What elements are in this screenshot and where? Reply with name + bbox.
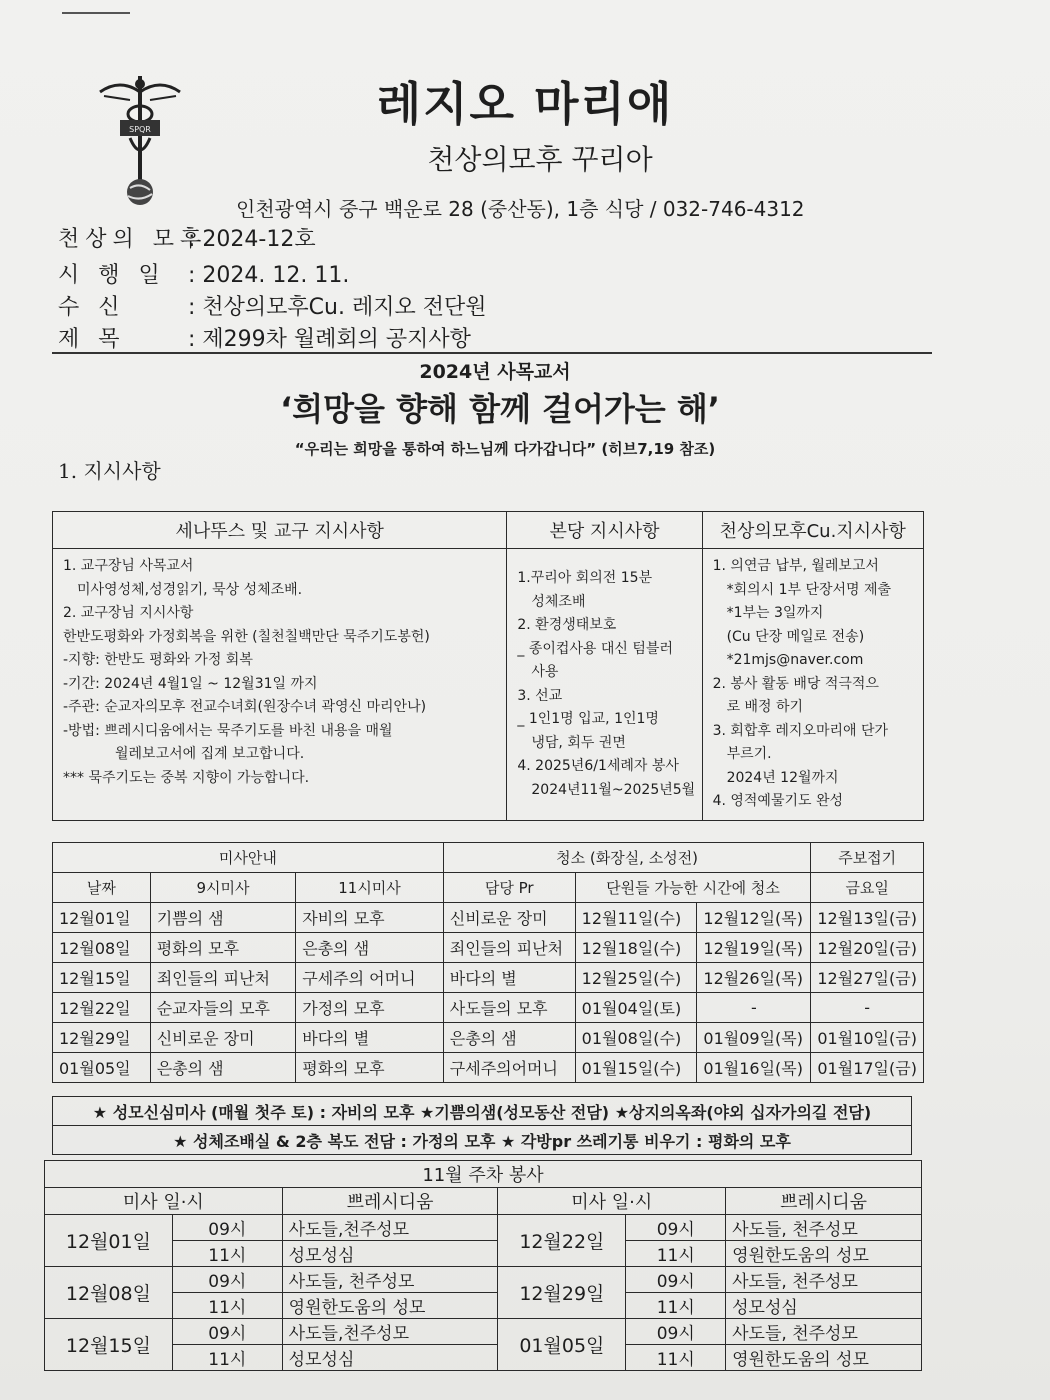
cell: 01월09일(목) <box>697 1023 811 1053</box>
cell: - <box>811 993 924 1023</box>
duty-note: ★ 성체조배실 & 2층 복도 전담 : 가정의 모후 ★ 각방pr 쓰레기통 비우기 : 평화의 모후 <box>53 1126 912 1155</box>
cell: 은총의 샘 <box>443 1023 575 1053</box>
directive-line: 한반도평화와 가정회복을 위한 (칠천칠백만단 묵주기도봉헌) <box>63 628 430 645</box>
meta-label: 수 신 <box>58 295 126 320</box>
pen-mark <box>62 12 130 14</box>
directive-line: *** 묵주기도는 중복 지향이 가능합니다. <box>63 769 310 786</box>
address: 인천광역시 중구 백운로 28 (중산동), 1층 식당 / 032-746-4312 <box>236 197 805 221</box>
cell: 12월11일(수) <box>575 903 697 933</box>
service-time: 09시 <box>626 1319 726 1345</box>
service-praesidium: 성모성심 <box>282 1345 498 1371</box>
weekly-service-table <box>44 1160 922 1371</box>
pastoral-quote: “우리는 희망을 통하여 하느님께 다가갑니다” (히브7,19 참조) <box>294 440 716 458</box>
directive-line: 냉담, 회두 권면 <box>531 734 626 751</box>
section-heading: 1. 지시사항 <box>58 459 161 483</box>
cell: 신비로운 장미 <box>443 903 575 933</box>
col-header: 쁘레시디움 <box>726 1188 922 1215</box>
directive-line: -방법: 쁘레시디움에서는 묵주기도를 바친 내용을 매월 <box>63 722 393 739</box>
cell: 12월19일(목) <box>697 933 811 963</box>
cell: 12월15일 <box>53 963 151 993</box>
col-header: 미사 일·시 <box>498 1188 726 1215</box>
cell: 은총의 샘 <box>296 933 444 963</box>
col-header: 9시미사 <box>150 873 296 903</box>
directive-line: -지향: 한반도 평화와 가정 회복 <box>63 652 253 668</box>
cell: 사도들의 모후 <box>443 993 575 1023</box>
service-time: 11시 <box>626 1345 726 1371</box>
service-time: 09시 <box>172 1267 282 1293</box>
service-time: 11시 <box>626 1241 726 1267</box>
service-time: 11시 <box>172 1241 282 1267</box>
directive-line: 2. 봉사 활동 배당 적극적으 <box>712 675 879 692</box>
cell: 자비의 모후 <box>296 903 444 933</box>
svg-text:SPQR: SPQR <box>129 125 151 134</box>
directive-line: 3. 회합후 레지오마리애 단가 <box>712 722 889 739</box>
directive-line: 3. 선교 <box>517 687 563 704</box>
meta-subject <box>58 322 471 353</box>
service-praesidium: 사도들,천주성모 <box>282 1319 498 1345</box>
meta-recipient <box>58 290 486 321</box>
cell: 죄인들의 피난처 <box>443 933 575 963</box>
service-praesidium: 영원한도움의 성모 <box>726 1241 922 1267</box>
directives-header: 천상의모후Cu.지시사항 <box>702 512 923 549</box>
cell: 12월29일 <box>53 1023 151 1053</box>
directive-line: 성체조배 <box>531 593 586 610</box>
cell: 12월27일(금) <box>811 963 924 993</box>
service-date: 12월08일 <box>45 1267 173 1319</box>
service-praesidium: 사도들,천주성모 <box>282 1215 498 1241</box>
curia-directives <box>702 549 923 821</box>
service-time: 11시 <box>172 1293 282 1319</box>
cell: 평화의 모후 <box>296 1053 444 1083</box>
cell: 순교자들의 모후 <box>150 993 296 1023</box>
directive-line: _ 종이컵사용 대신 텀블러 <box>517 640 673 657</box>
table-row <box>53 1053 924 1083</box>
cell: 01월04일(토) <box>575 993 697 1023</box>
directive-line: _ 1인1명 입교, 1인1명 <box>517 711 659 727</box>
mass-schedule-table <box>52 842 924 1083</box>
cell: 죄인들의 피난처 <box>150 963 296 993</box>
pastoral-motto: ‘희망을 향해 함께 걸어가는 해’ <box>280 390 720 428</box>
cell: 신비로운 장미 <box>150 1023 296 1053</box>
cell: 01월05일 <box>53 1053 151 1083</box>
service-time: 09시 <box>626 1267 726 1293</box>
group-header-mass: 미사안내 <box>53 843 444 873</box>
meta-label: 제 목 <box>58 327 126 352</box>
cell: 12월22일 <box>53 993 151 1023</box>
cell: 12월25일(수) <box>575 963 697 993</box>
service-time: 11시 <box>626 1293 726 1319</box>
duty-note: ★ 성모신심미사 (매월 첫주 토) : 자비의 모후 ★기쁨의샘(성모동산 전담) ★상지의옥좌(야외 십자가의길 전담) <box>53 1097 912 1126</box>
doc-subtitle: 천상의모후 꾸리아 <box>427 143 653 176</box>
directive-line: 월레보고서에 집계 보고합니다. <box>115 746 305 762</box>
directive-line: -기간: 2024년 4월1일 ~ 12월31일 까지 <box>63 675 318 692</box>
meta-value: : 제299차 월례회의 공지사항 <box>188 327 471 352</box>
service-praesidium: 사도들, 천주성모 <box>726 1215 922 1241</box>
directive-line: (Cu 단장 메일로 전송) <box>726 628 865 645</box>
directive-line: 2024년11월~2025년5월 <box>531 781 696 798</box>
cell: - <box>697 993 811 1023</box>
pastoral-year: 2024년 사목교서 <box>419 361 571 383</box>
service-date: 12월22일 <box>498 1215 626 1267</box>
service-praesidium: 영원한도움의 성모 <box>726 1345 922 1371</box>
directive-line: *회의시 1부 단장서명 제출 <box>726 581 892 598</box>
directive-line: 부르기. <box>726 746 772 762</box>
service-time: 09시 <box>626 1215 726 1241</box>
directive-line: 1. 의연금 납부, 월레보고서 <box>712 558 879 574</box>
directive-line: -주관: 순교자의모후 전교수녀회(원장수녀 곽영신 마리안나) <box>63 699 427 715</box>
cell: 12월26일(목) <box>697 963 811 993</box>
cell: 12월12일(목) <box>697 903 811 933</box>
meta-value: : 2024. 12. 11. <box>188 263 350 288</box>
service-praesidium: 영원한도움의 성모 <box>282 1293 498 1319</box>
service-time: 09시 <box>172 1319 282 1345</box>
cell: 01월08일(수) <box>575 1023 697 1053</box>
col-header: 날짜 <box>53 873 151 903</box>
meta-label: 시 행 일 <box>58 263 166 288</box>
table-row <box>53 903 924 933</box>
cell: 01월17일(금) <box>811 1053 924 1083</box>
cell: 12월20일(금) <box>811 933 924 963</box>
cell: 12월18일(수) <box>575 933 697 963</box>
directives-header: 세나뚜스 및 교구 지시사항 <box>53 512 507 549</box>
col-header: 미사 일·시 <box>45 1188 283 1215</box>
meta-issue <box>58 222 316 253</box>
table-row <box>53 963 924 993</box>
cell: 은총의 샘 <box>150 1053 296 1083</box>
col-header: 금요일 <box>811 873 924 903</box>
doc-title: 레지오 마리애 <box>376 77 674 131</box>
cell: 기쁨의 샘 <box>150 903 296 933</box>
service-time: 09시 <box>172 1215 282 1241</box>
meta-date <box>58 258 349 289</box>
table-row <box>53 1023 924 1053</box>
meta-value: : 2024-12호 <box>188 227 316 252</box>
service-praesidium: 사도들, 천주성모 <box>726 1319 922 1345</box>
service-date: 12월29일 <box>498 1267 626 1319</box>
directives-header: 본당 지시사항 <box>507 512 702 549</box>
parish-directives <box>507 549 702 821</box>
directive-line: 사용 <box>531 664 559 680</box>
meta-value: : 천상의모후Cu. 레지오 전단원 <box>188 295 487 320</box>
col-header: 쁘레시디움 <box>282 1188 498 1215</box>
cell: 12월13일(금) <box>811 903 924 933</box>
col-header: 담당 Pr <box>443 873 575 903</box>
service-praesidium: 사도들, 천주성모 <box>726 1267 922 1293</box>
service-praesidium: 사도들, 천주성모 <box>282 1267 498 1293</box>
directive-line: 2. 환경생태보호 <box>517 617 617 633</box>
group-header-bulletin: 주보접기 <box>811 843 924 873</box>
cell: 바다의 별 <box>443 963 575 993</box>
directive-line: 1. 교구장님 사목교서 <box>63 558 194 574</box>
directive-line: *1부는 3일까지 <box>726 605 824 621</box>
cell: 가정의 모후 <box>296 993 444 1023</box>
table-row <box>53 933 924 963</box>
directive-line: 2. 교구장님 지시사항 <box>63 605 194 621</box>
cell: 01월10일(금) <box>811 1023 924 1053</box>
service-praesidium: 성모성심 <box>726 1293 922 1319</box>
col-header: 11시미사 <box>296 873 444 903</box>
meta-label: 천상의 모후 <box>58 227 208 252</box>
cell: 구세주의 어머니 <box>296 963 444 993</box>
weekly-title: 11월 주차 봉사 <box>45 1161 922 1188</box>
diocese-directives <box>53 549 507 821</box>
col-header: 단원들 가능한 시간에 청소 <box>575 873 811 903</box>
cell: 01월16일(목) <box>697 1053 811 1083</box>
cell: 바다의 별 <box>296 1023 444 1053</box>
divider <box>52 352 932 354</box>
service-date: 01월05일 <box>498 1319 626 1371</box>
cell: 평화의 모후 <box>150 933 296 963</box>
cell: 12월01일 <box>53 903 151 933</box>
cell: 구세주의어머니 <box>443 1053 575 1083</box>
directives-table <box>52 511 924 821</box>
service-praesidium: 성모성심 <box>282 1241 498 1267</box>
cell: 12월08일 <box>53 933 151 963</box>
directive-line: 4. 2025년6/1세례자 봉사 <box>517 758 679 774</box>
cell: 01월15일(수) <box>575 1053 697 1083</box>
directive-line: 1.꾸리아 회의전 15분 <box>517 570 653 586</box>
table-row <box>53 993 924 1023</box>
service-date: 12월15일 <box>45 1319 173 1371</box>
duty-notes-table <box>52 1096 912 1155</box>
service-date: 12월01일 <box>45 1215 173 1267</box>
directive-line: 미사영성체,성경읽기, 묵상 성체조배. <box>77 581 303 598</box>
group-header-cleaning: 청소 (화장실, 소성전) <box>443 843 811 873</box>
directive-line: 2024년 12월까지 <box>726 769 839 786</box>
directive-line: 4. 영적예물기도 완성 <box>712 793 844 809</box>
service-time: 11시 <box>172 1345 282 1371</box>
email-text: *21mjs@naver.com <box>726 652 864 668</box>
directive-line: 로 배정 하기 <box>726 699 804 715</box>
